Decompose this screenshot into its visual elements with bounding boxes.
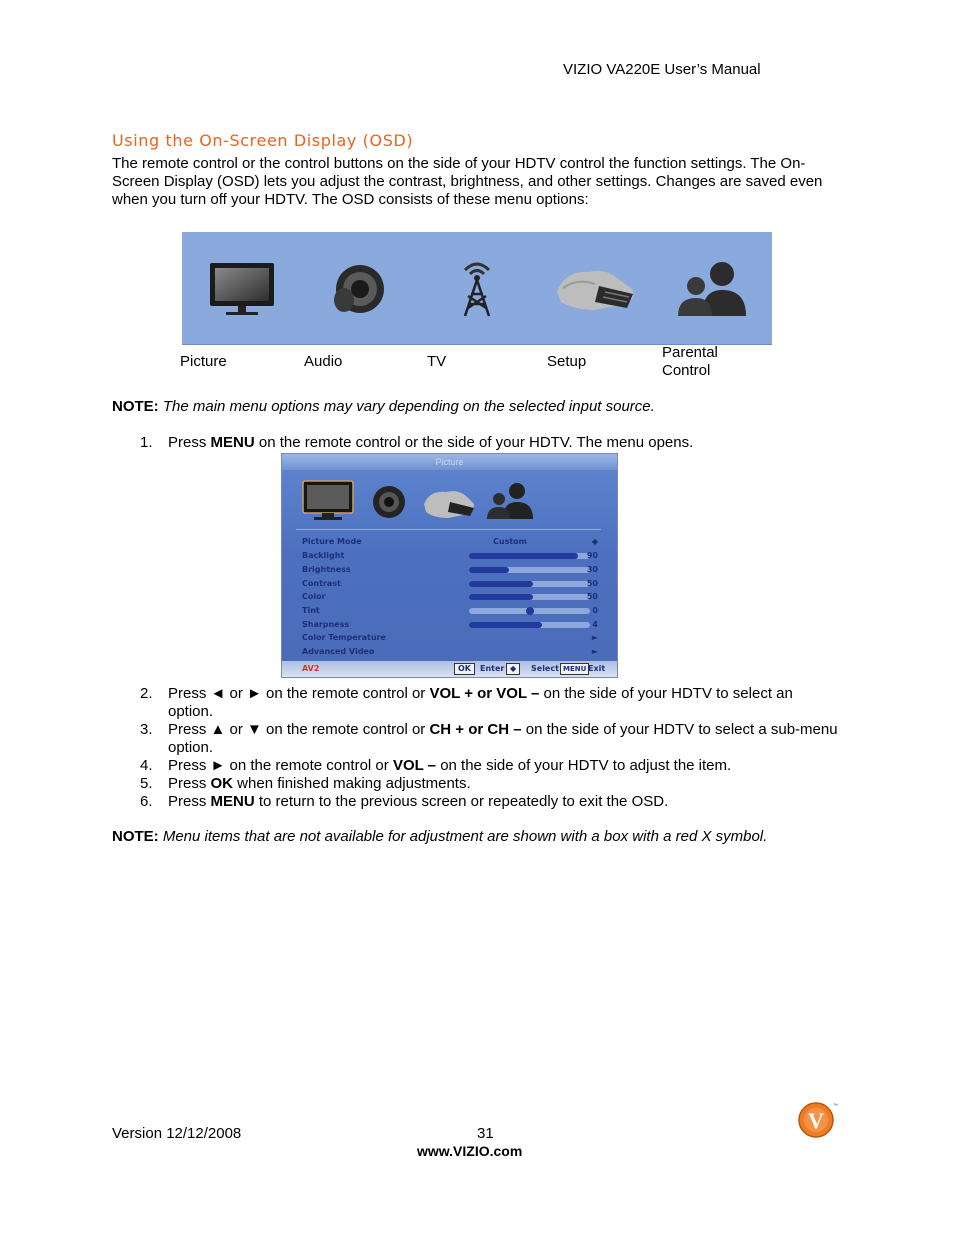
step-text: Press ► on the remote control or — [168, 757, 393, 774]
step-key: VOL + or VOL – — [429, 685, 540, 702]
hand-keyboard-icon — [555, 264, 637, 314]
note-unavailable-items — [112, 828, 767, 845]
steps-list-rest — [140, 685, 840, 811]
osd-tv-icon — [302, 480, 354, 522]
osd-slider-fill — [469, 581, 533, 587]
osd-row-color-temperature[interactable] — [302, 631, 602, 644]
note-label: NOTE: — [112, 398, 159, 415]
osd-exit-label: Exit — [588, 664, 606, 673]
menu-options-bar — [182, 232, 772, 345]
step-number: 3. — [140, 721, 153, 738]
step-text: Press ◄ or ► on the remote control or — [168, 685, 430, 702]
osd-row-arrow: ◆ — [591, 537, 598, 546]
step-4 — [140, 757, 840, 775]
menu-label-parental-line1: Parental — [662, 344, 718, 361]
osd-enter-label: Enter — [480, 664, 505, 673]
step-text: on the side of your HDTV to select an option. — [168, 685, 793, 720]
osd-row-label: Brightness — [302, 565, 351, 574]
osd-slider — [469, 581, 590, 587]
step-text: Press ▲ or ▼ on the remote control or — [168, 721, 430, 738]
step-number: 4. — [140, 757, 153, 774]
step-2 — [140, 685, 840, 721]
menu-label-setup: Setup — [547, 353, 587, 370]
note-label: NOTE: — [112, 828, 159, 845]
osd-row-sharpness[interactable] — [302, 618, 602, 631]
osd-bottom-bar — [282, 661, 617, 677]
menu-label-picture: Picture — [180, 353, 227, 370]
osd-slider — [469, 622, 590, 628]
menu-label-audio: Audio — [304, 353, 343, 370]
osd-menu-screenshot — [281, 453, 618, 678]
step-1 — [140, 434, 840, 452]
menu-label-tv: TV — [427, 353, 447, 370]
osd-row-value: 30 — [586, 565, 598, 574]
step-text: Press — [168, 793, 211, 810]
osd-row-backlight[interactable] — [302, 549, 602, 562]
step-number: 6. — [140, 793, 153, 810]
osd-row-label: Contrast — [302, 579, 341, 588]
osd-row-contrast[interactable] — [302, 577, 602, 590]
osd-slider — [469, 594, 590, 600]
vizio-logo-icon — [797, 1101, 837, 1141]
osd-row-label: Color — [302, 592, 326, 601]
osd-slider-fill — [469, 553, 578, 559]
osd-menu-key: MENU — [560, 663, 589, 675]
osd-people-icon — [486, 482, 534, 520]
step-number: 2. — [140, 685, 153, 702]
osd-row-label: Picture Mode — [302, 537, 362, 546]
osd-row-value: 50 — [586, 579, 598, 588]
step-key: MENU — [210, 793, 255, 810]
osd-slider-fill — [469, 622, 542, 628]
step-text: on the remote control or the side of your HDTV. The menu opens. — [254, 434, 694, 451]
vizio-logo-letter: V — [808, 1108, 824, 1133]
step-key: OK — [210, 775, 234, 792]
note-text: The main menu options may vary depending on the selected input source. — [162, 398, 655, 415]
osd-select-label: Select — [531, 664, 559, 673]
step-key: VOL – — [392, 757, 437, 774]
osd-slider-fill — [469, 594, 533, 600]
osd-row-color[interactable] — [302, 590, 602, 603]
speaker-icon — [330, 262, 388, 316]
section-title: Using the On-Screen Display (OSD) — [112, 131, 414, 150]
footer-url: www.VIZIO.com — [417, 1143, 523, 1159]
osd-row-picture-mode[interactable] — [302, 535, 602, 548]
note-input-source — [112, 398, 655, 415]
osd-slider — [469, 567, 590, 573]
osd-row-value: ► — [591, 647, 598, 656]
osd-row-label: Color Temperature — [302, 633, 386, 642]
osd-slider — [469, 553, 590, 559]
osd-slider — [469, 608, 590, 614]
osd-row-label: Tint — [302, 606, 320, 615]
osd-row-label: Backlight — [302, 551, 345, 560]
osd-speaker-icon — [370, 484, 406, 520]
step-number: 5. — [140, 775, 153, 792]
osd-row-brightness[interactable] — [302, 563, 602, 576]
antenna-tower-icon — [455, 260, 499, 318]
osd-row-value: ► — [591, 633, 598, 642]
header-title: VIZIO VA220E User’s Manual — [563, 61, 761, 78]
step-number: 1. — [140, 434, 153, 451]
osd-row-value: 90 — [586, 551, 598, 560]
note-text: Menu items that are not available for adjustment are shown with a box with a red X symbol. — [162, 828, 768, 845]
step-text: on the side of your HDTV to select a sub-menu option. — [168, 721, 838, 756]
page-number: 31 — [477, 1125, 494, 1142]
osd-slider-fill — [469, 567, 509, 573]
tv-monitor-icon — [208, 260, 278, 318]
osd-input-source: AV2 — [302, 664, 320, 673]
osd-row-advanced-video[interactable] — [302, 645, 602, 658]
osd-select-key: ◆ — [506, 663, 520, 675]
osd-ok-key: OK — [454, 663, 475, 675]
osd-row-value: Custom — [493, 537, 527, 546]
step-text: Press — [168, 434, 211, 451]
step-key: MENU — [210, 434, 255, 451]
step-3 — [140, 721, 840, 757]
menu-label-parental-control — [662, 344, 718, 380]
footer-version: Version 12/12/2008 — [112, 1125, 242, 1142]
people-icon — [676, 260, 748, 318]
osd-row-value: 4 — [592, 620, 598, 629]
menu-label-parental-line2: Control — [662, 362, 711, 379]
osd-setup-icon — [422, 486, 476, 520]
step-text: Press — [168, 775, 211, 792]
osd-row-value: 50 — [586, 592, 598, 601]
osd-row-label: Sharpness — [302, 620, 350, 629]
step-text: to return to the previous screen or repeatedly to exit the OSD. — [254, 793, 669, 810]
osd-row-label: Advanced Video — [302, 647, 375, 656]
step-text: on the side of your HDTV to adjust the item. — [436, 757, 732, 774]
osd-divider — [296, 529, 601, 530]
osd-row-tint[interactable] — [302, 604, 602, 617]
osd-row-value: 0 — [592, 606, 598, 615]
step-text: when finished making adjustments. — [233, 775, 471, 792]
svg-text:™: ™ — [833, 1103, 838, 1109]
osd-title: Picture — [282, 454, 617, 470]
step-5 — [140, 775, 840, 793]
osd-slider-marker — [526, 607, 534, 615]
steps-list-first — [140, 434, 840, 452]
step-6 — [140, 793, 840, 811]
step-key: CH + or CH – — [429, 721, 522, 738]
intro-paragraph: The remote control or the control buttons on the side of your HDTV control the function settings. The On-Screen Display (OSD) lets you adjust the contrast, brightness, and other settings. Changes are saved even when you turn off your HDTV. The OSD consists of these menu options: — [112, 155, 823, 208]
